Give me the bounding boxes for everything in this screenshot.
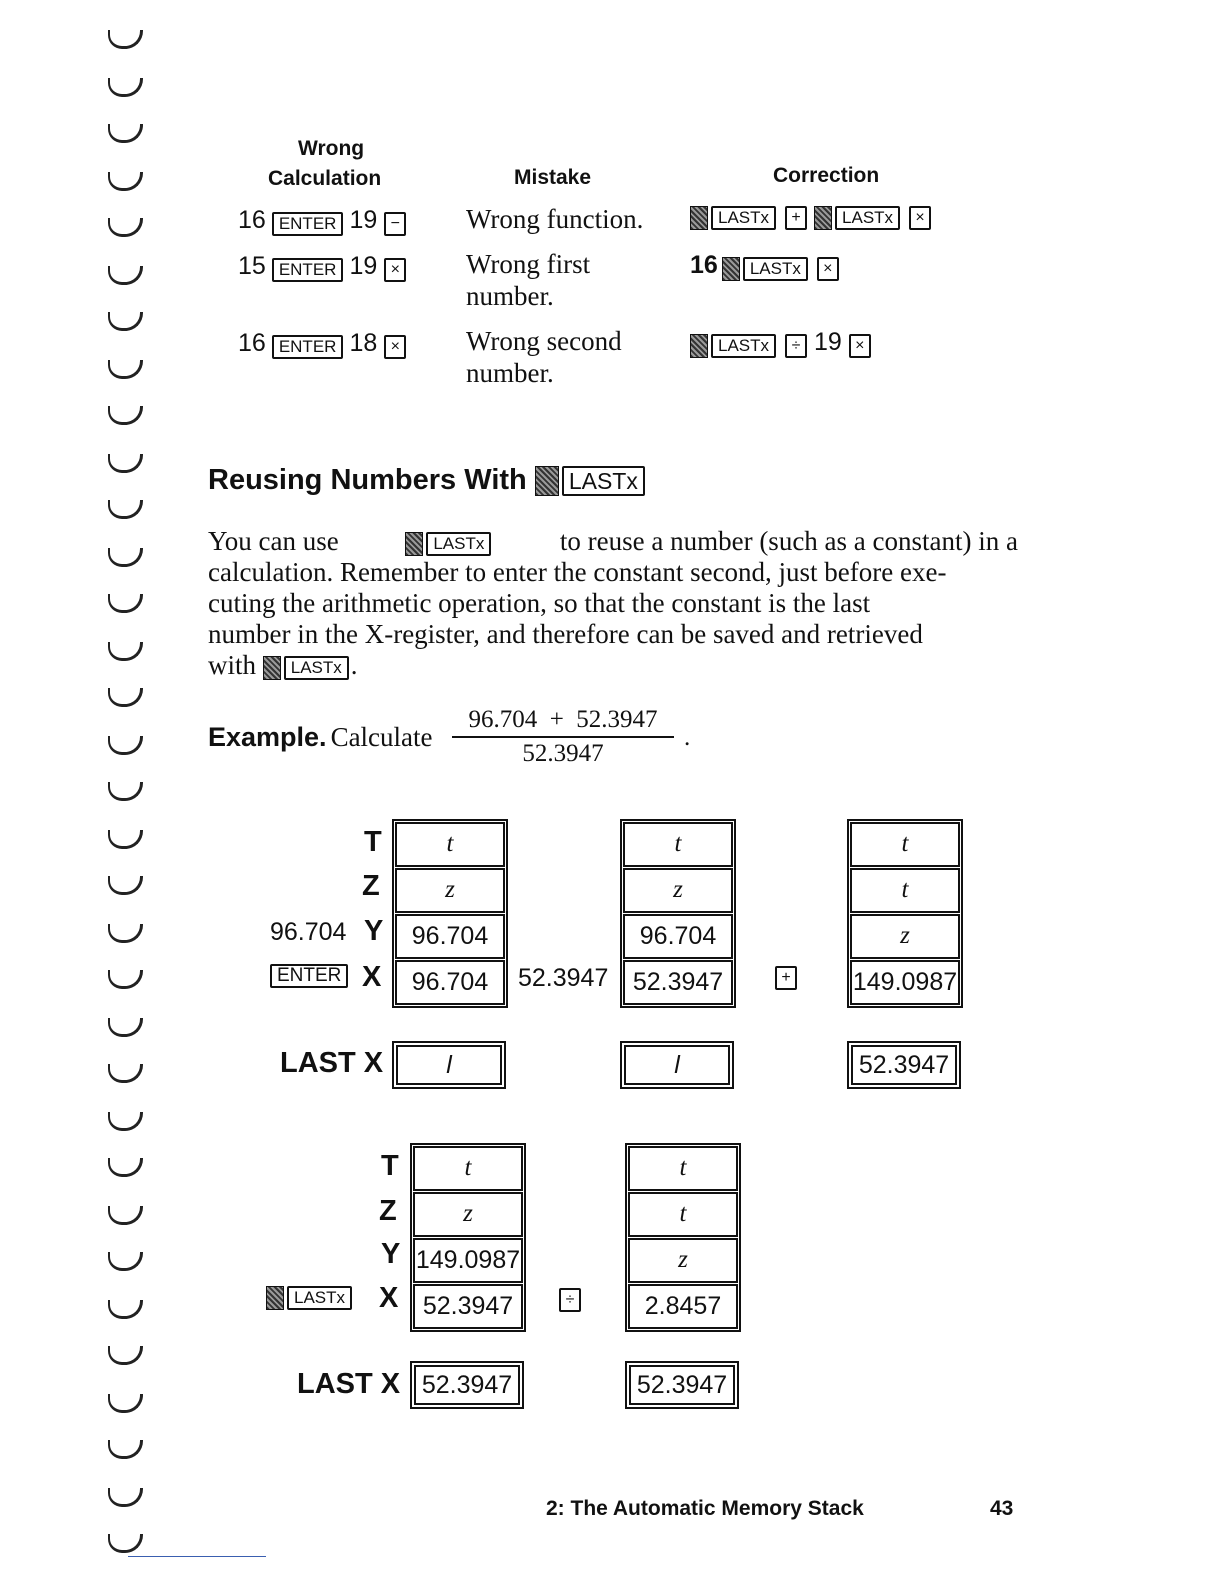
table-row xyxy=(238,206,409,236)
register-x: 96.704 xyxy=(395,960,505,1005)
register-label-x: X xyxy=(379,1282,399,1314)
stack-3 xyxy=(847,819,963,1008)
register-x: 149.0987 xyxy=(850,960,960,1005)
last-x-register: 52.3947 xyxy=(847,1041,961,1089)
shift-key-icon xyxy=(690,334,708,358)
register-z: z xyxy=(395,868,505,913)
correction-1 xyxy=(690,206,934,230)
mistake-text: Wrong function. xyxy=(466,204,644,234)
register-label-z: Z xyxy=(379,1195,397,1227)
lastx-key: LASTx xyxy=(287,1286,352,1310)
header-wrong: Wrong xyxy=(298,137,365,160)
row-number-b: 18 xyxy=(349,329,378,357)
register-label-x: X xyxy=(362,961,382,993)
multiply-key-icon: × xyxy=(849,334,871,358)
correction-2 xyxy=(690,251,842,281)
table-row xyxy=(238,252,409,282)
register-z: z xyxy=(623,868,733,913)
register-x: 52.3947 xyxy=(623,960,733,1005)
last-x-register: 52.3947 xyxy=(625,1361,739,1409)
lastx-key: LASTx xyxy=(284,656,349,680)
row-number-b: 19 xyxy=(349,206,378,234)
lastx-key: LASTx xyxy=(711,206,776,230)
last-x-label: LAST X xyxy=(297,1368,401,1400)
multiply-key-icon: × xyxy=(384,258,406,282)
register-t: t xyxy=(850,822,960,867)
example-line: Example. Calculate xyxy=(208,722,433,752)
row-number-a: 15 xyxy=(238,252,266,280)
register-y: z xyxy=(628,1238,738,1283)
shift-key-icon xyxy=(405,532,423,556)
example-period: . xyxy=(684,724,691,751)
row-number-b: 19 xyxy=(349,252,378,280)
correction-number: 19 xyxy=(814,328,842,356)
side-key xyxy=(266,1286,354,1310)
stack-5 xyxy=(625,1143,741,1332)
last-x-label: LAST X xyxy=(280,1047,384,1079)
register-label-t: T xyxy=(364,826,382,858)
register-t: t xyxy=(395,822,505,867)
divide-key-icon: ÷ xyxy=(785,334,807,358)
shift-key-icon xyxy=(263,656,281,680)
lastx-key: LASTx xyxy=(426,532,491,556)
lastx-key: LASTx xyxy=(562,466,645,496)
register-t: t xyxy=(628,1146,738,1191)
enter-key: ENTER xyxy=(272,258,344,282)
last-x-register: l xyxy=(620,1041,734,1089)
register-x: 52.3947 xyxy=(413,1284,523,1329)
register-label-z: Z xyxy=(362,870,380,902)
shift-key-icon xyxy=(690,206,708,230)
footer-chapter: 2: The Automatic Memory Stack xyxy=(546,1497,864,1520)
lastx-key: LASTx xyxy=(743,257,808,281)
fraction-denominator: 52.3947 xyxy=(522,740,604,767)
stack-1 xyxy=(392,819,508,1008)
fraction xyxy=(452,706,674,768)
multiply-key-icon: × xyxy=(909,206,931,230)
table-row xyxy=(238,329,409,359)
side-key xyxy=(268,964,350,988)
minus-key-icon: − xyxy=(384,212,406,236)
keyed-value: 96.704 xyxy=(270,918,347,946)
plus-key-icon: + xyxy=(772,966,800,990)
register-label-y: Y xyxy=(381,1238,401,1270)
register-x: 2.8457 xyxy=(628,1284,738,1329)
plus-key-icon: + xyxy=(785,206,807,230)
register-y: 96.704 xyxy=(395,914,505,959)
register-y: z xyxy=(850,914,960,959)
page-number: 43 xyxy=(990,1497,1014,1520)
section-heading: Reusing Numbers With LASTx xyxy=(208,464,647,497)
mistake-text: Wrong second xyxy=(466,326,622,356)
row-number-a: 16 xyxy=(238,206,266,234)
divide-key-icon: ÷ xyxy=(556,1288,584,1312)
fraction-numerator: 96.704 + 52.3947 xyxy=(452,706,674,738)
header-correction: Correction xyxy=(773,164,880,187)
mistake-text: Wrong first xyxy=(466,249,591,279)
multiply-key-icon: × xyxy=(817,257,839,281)
shift-key-icon xyxy=(722,257,740,281)
correction-number: 16 xyxy=(690,251,718,279)
enter-key: ENTER xyxy=(270,964,348,988)
correction-3 xyxy=(690,328,874,358)
register-label-t: T xyxy=(381,1150,399,1182)
register-t: t xyxy=(623,822,733,867)
stack-2 xyxy=(620,819,736,1008)
shift-key-icon xyxy=(814,206,832,230)
lastx-key: LASTx xyxy=(711,334,776,358)
stack-4 xyxy=(410,1143,526,1332)
shift-key-icon xyxy=(266,1286,284,1310)
lastx-key: LASTx xyxy=(835,206,900,230)
register-label-y: Y xyxy=(364,915,384,947)
register-t: t xyxy=(413,1146,523,1191)
header-mistake: Mistake xyxy=(514,166,592,189)
register-z: t xyxy=(850,868,960,913)
mistake-text-line2: number. xyxy=(466,281,554,311)
last-x-register: l xyxy=(392,1041,506,1089)
header-calculation: Calculation xyxy=(268,167,382,190)
row-number-a: 16 xyxy=(238,329,266,357)
last-x-register: 52.3947 xyxy=(410,1361,524,1409)
body-paragraph: You can use LASTx to reuse a number (such as a constant) in a calculation. Remember to enter the constant second, just before exe- cuting the arithmetic operation, so that the constant is the last number in the X-register, and therefore can be saved and retrieved with LASTx . xyxy=(208,526,1018,680)
keyed-value: 52.3947 xyxy=(518,964,609,992)
mistake-text-line2: number. xyxy=(466,358,554,388)
multiply-key-icon: × xyxy=(384,335,406,359)
register-y: 149.0987 xyxy=(413,1238,523,1283)
register-z: z xyxy=(413,1192,523,1237)
shift-key-icon xyxy=(535,466,559,496)
register-y: 96.704 xyxy=(623,914,733,959)
enter-key: ENTER xyxy=(272,212,344,236)
register-z: t xyxy=(628,1192,738,1237)
enter-key: ENTER xyxy=(272,335,344,359)
